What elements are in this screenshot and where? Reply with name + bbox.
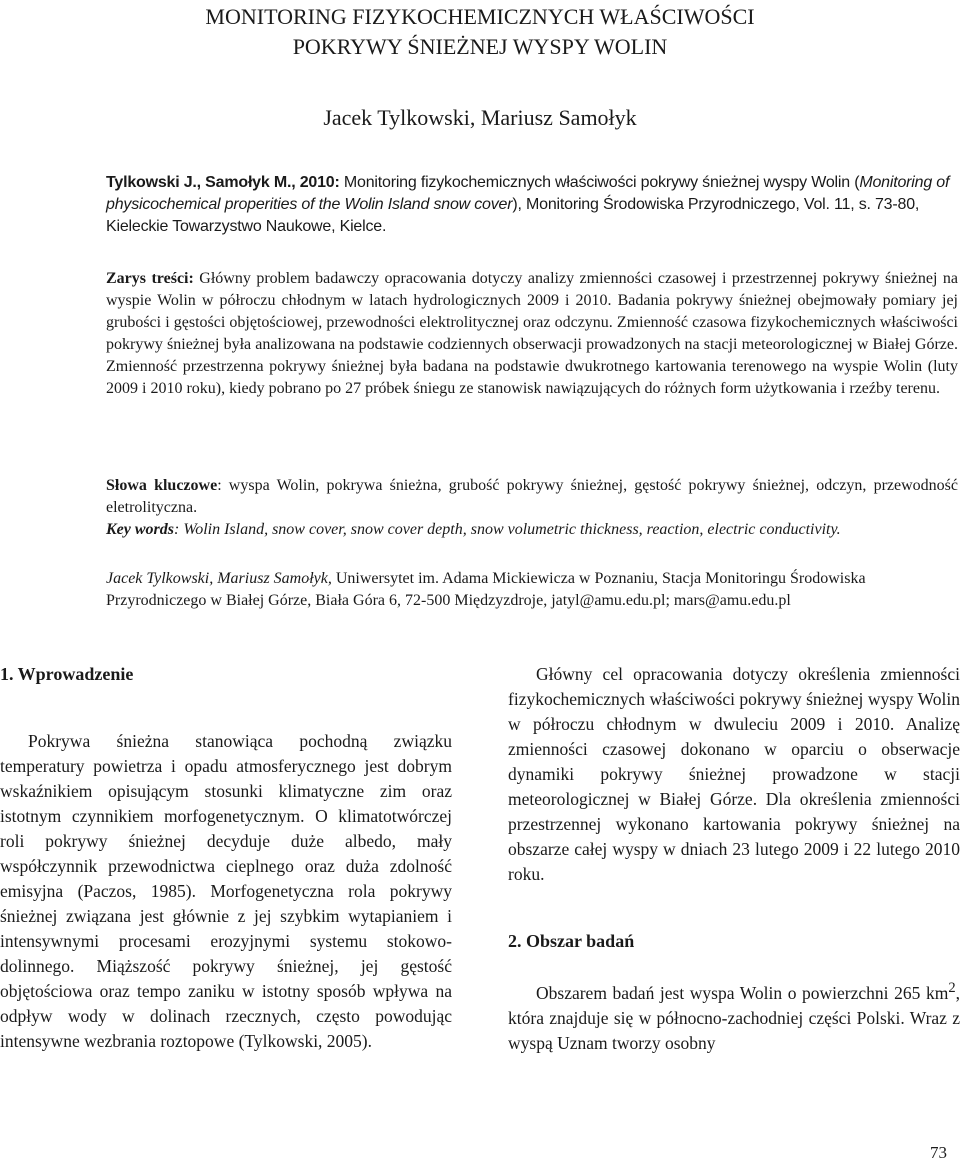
abstract-label: Zarys treści: — [106, 270, 194, 287]
citation-title-en: Monitoring of physicochemical properities of the Wolin Island snow cover — [106, 174, 950, 213]
paper-title-line-1: MONITORING FIZYKOCHEMICZNYCH WŁAŚCIWOŚCI — [205, 4, 755, 29]
affiliation — [106, 568, 958, 612]
section-1-heading: 1. Wprowadzenie — [0, 664, 134, 684]
keywords-pl-label: Słowa kluczowe — [106, 477, 218, 494]
affiliation-text: Uniwersytet im. Adama Mickiewicza w Poznaniu, Stacja Monitoringu Środowiska Przyrodniczego w Białej Górze, Biała Góra 6, 72-500 Międzyzdroje, jatyl@amu.edu.pl; mars@amu.edu.pl — [106, 570, 866, 609]
section-2-text-a: Obszarem badań jest wyspa Wolin o powierzchni 265 km — [536, 982, 949, 1003]
citation-source: ), Monitoring Środowiska Przyrodniczego, Vol. 11, s. 73-80, Kieleckie Towarzystwo Naukowe, Kielce. — [106, 196, 920, 235]
section-2-heading: 2. Obszar badań — [508, 931, 635, 951]
abstract-text: Główny problem badawczy opracowania dotyczy analizy zmienności czasowej i przestrzennej pokrywy śnieżnej na wyspie Wolin w półroczu chłodnym w latach hydrologicznych 2009 i 2010. Badania pokrywy śnieżnej obejmowały pomiary jej grubości i gęstości objętościowej, przewodności elektrolitycznej oraz odczynu. Zmienność czasowa fizykochemicznych właściwości pokrywy śnieżnej była analizowana na podstawie codziennych obserwacji prowadzonych na stacji meteorologicznej w Białej Górze. Zmienność przestrzenna pokrywy śnieżnej była badana na podstawie dwukrotnego kartowania terenowego na wyspie Wolin (luty 2009 i 2010 roku), kiedy pobrano po 27 próbek śniegu ze stanowisk nawiązujących do różnych form użytkowania i rzeźby terenu. — [106, 270, 959, 397]
column-right — [508, 662, 960, 1056]
section-2-text-b: , która znajduje się w północno-zachodniej części Polski. Wraz z wyspą Uznam tworzy osobny — [508, 982, 960, 1053]
affiliation-names: Jacek Tylkowski, Mariusz Samołyk, — [106, 570, 332, 587]
keywords-en — [106, 519, 958, 541]
page-number: 73 — [930, 1143, 947, 1162]
keywords — [106, 475, 958, 541]
citation-title-pl: Monitoring fizykochemicznych właściwości pokrywy śnieżnej wyspy Wolin ( — [339, 174, 860, 191]
keywords-en-text: : Wolin Island, snow cover, snow cover depth, snow volumetric thickness, reaction, electric conductivity. — [174, 521, 841, 538]
section-1-paragraph-2: Główny cel opracowania dotyczy określenia zmienności fizykochemicznych właściwości pokrywy śnieżnej wyspy Wolin w półroczu chłodnym w dwuleciu 2009 i 2010. Analizę zmienności czasowej dokonano w oparciu o obserwacje dynamiki pokrywy śnieżnej prowadzone w stacji meteorologicznej w Białej Górze. Dla określenia zmienności przestrzennej wykonano kartowania pokrywy śnieżnej na obszarze całej wyspy w dniach 23 lutego 2009 i 22 lutego 2010 roku. — [508, 664, 960, 884]
keywords-pl — [106, 475, 958, 519]
section-1-paragraph-1: Pokrywa śnieżna stanowiąca pochodną związku temperatury powietrza i opadu atmosferycznego jest dobrym wskaźnikiem opisującym stosunki klimatyczne zim oraz istotnym czynnikiem morfogenetycznym. O klimatotwórczej roli pokrywy śnieżnej decyduje duże albedo, mały współczynnik przewodnictwa cieplnego oraz duża zdolność emisyjna (Paczos, 1985). Morfogenetyczna rola pokrywy śnieżnej związana jest głównie z jej szybkim wytapianiem i intensywnymi procesami erozyjnymi systemu stokowo-dolinnego. Miąższość pokrywy śnieżnej, jej gęstość objętościowa oraz tempo zaniku w istotny sposób wpływa na odpływ wody w dolinach rzecznych, często powodując intensywne wezbrania roztopowe (Tylkowski, 2005). — [0, 731, 452, 1051]
citation-authors-year: Tylkowski J., Samołyk M., 2010: — [106, 174, 340, 191]
section-2-paragraph-1 — [508, 976, 960, 1056]
section-2-superscript: 2 — [948, 980, 956, 996]
paper-title-line-2: POKRYWY ŚNIEŻNEJ WYSPY WOLIN — [292, 34, 668, 59]
column-left — [0, 662, 452, 1054]
citation — [106, 172, 958, 238]
keywords-pl-text: : wyspa Wolin, pokrywa śnieżna, grubość pokrywy śnieżnej, gęstość pokrywy śnieżnej, odczyn, przewodność eletrolityczna. — [106, 477, 959, 516]
paper-authors: Jacek Tylkowski, Mariusz Samołyk — [323, 105, 637, 130]
paper-title — [0, 2, 960, 62]
abstract — [106, 268, 958, 400]
keywords-en-label: Key words — [106, 521, 174, 538]
